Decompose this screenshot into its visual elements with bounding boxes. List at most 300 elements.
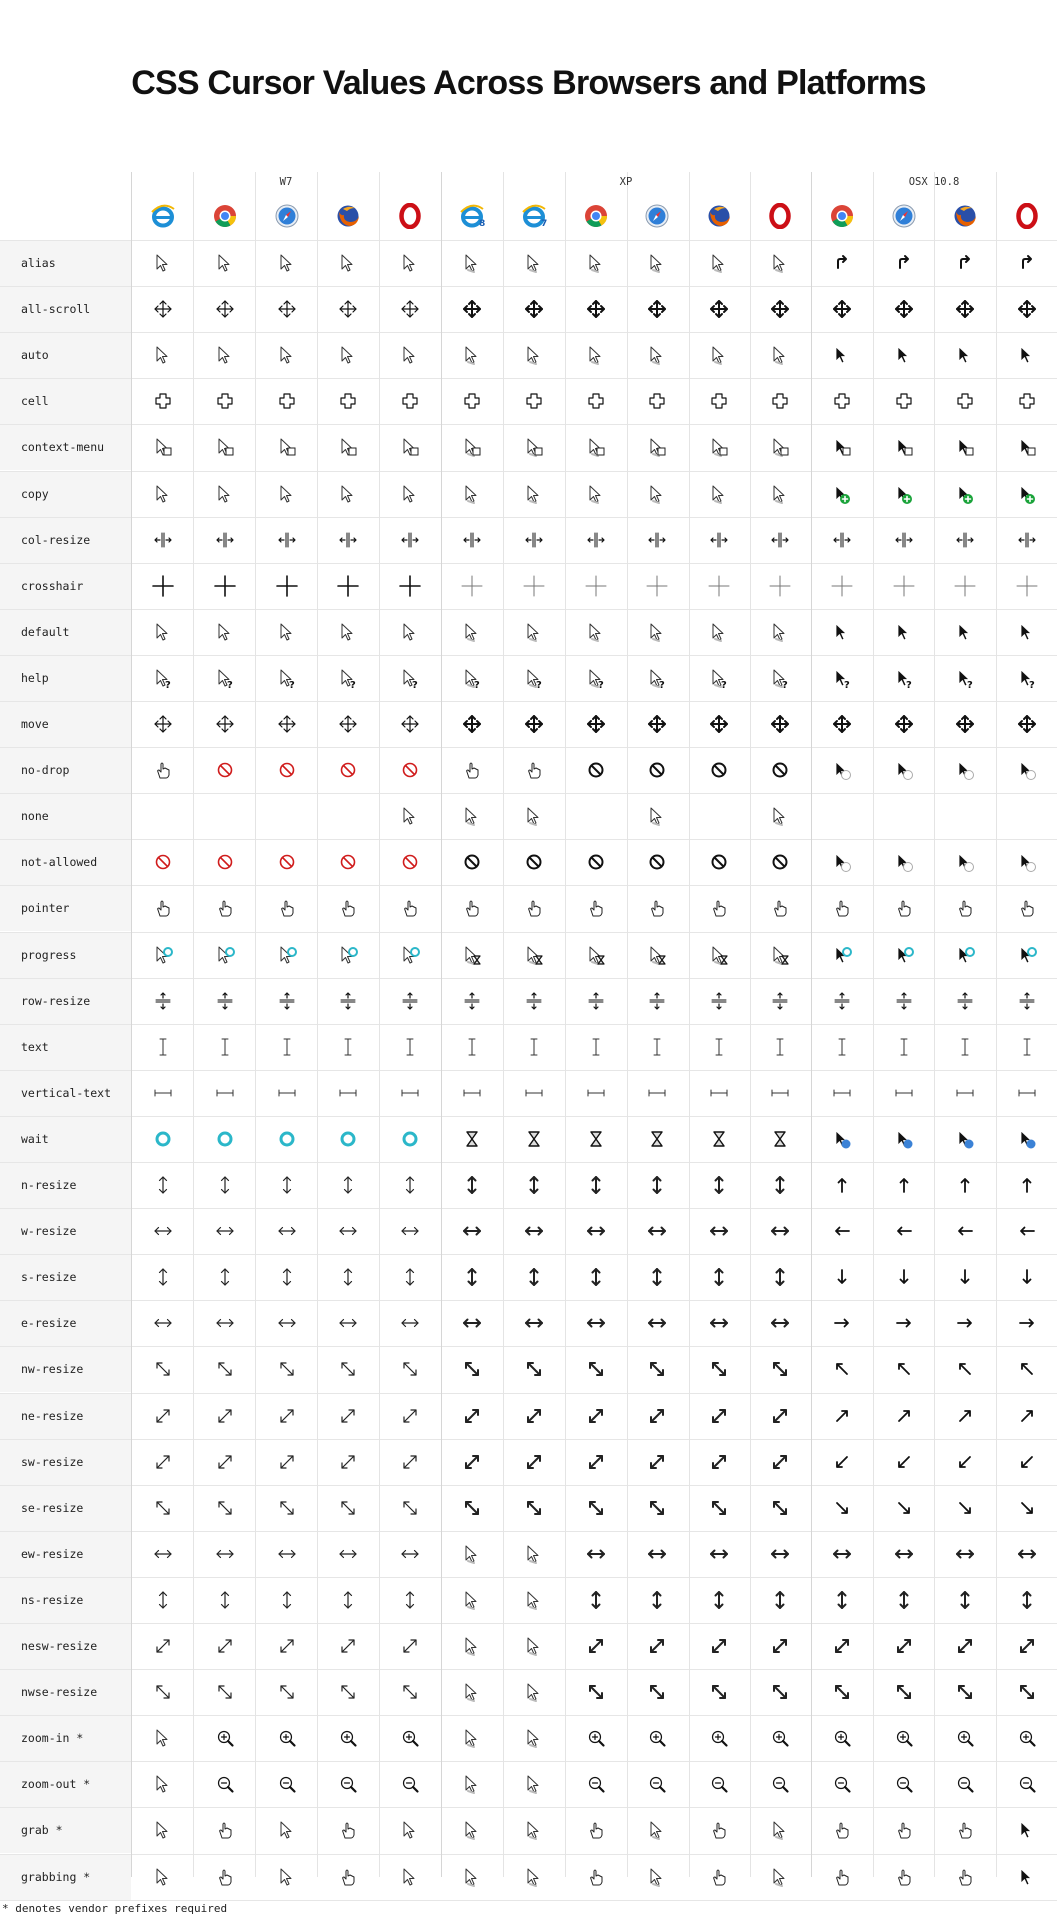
cursor-sample-cell-icon [523, 390, 545, 412]
cursor-sample-cell-icon [769, 390, 791, 412]
cursor-sample-copy-icon [152, 483, 174, 505]
cursor-sample-default-icon [461, 621, 483, 643]
browser-ie-icon [459, 203, 485, 229]
cursor-sample-cell-icon [276, 390, 298, 412]
cursor-sample-grab-icon [769, 1819, 791, 1841]
cursor-sample-n-resize-icon [893, 1174, 915, 1196]
cursor-sample-wait-icon [399, 1128, 421, 1150]
cursor-sample-context-menu-icon [399, 436, 421, 458]
cursor-sample-zoom-out-icon [954, 1773, 976, 1795]
column-divider [379, 172, 380, 1877]
cursor-sample-ne-resize-icon [769, 1405, 791, 1427]
cursor-sample-sw-resize-icon [585, 1451, 607, 1473]
cursor-sample-vertical-text-icon [152, 1082, 174, 1104]
cursor-sample-text-icon [1016, 1036, 1038, 1058]
cursor-sample-s-resize-icon [769, 1266, 791, 1288]
cursor-sample-ew-resize-icon [831, 1543, 853, 1565]
cursor-sample-nesw-resize-icon [585, 1635, 607, 1657]
cursor-sample-ns-resize-icon [585, 1589, 607, 1611]
cursor-value-label: sw-resize [21, 1454, 84, 1469]
cursor-value-label: not-allowed [21, 855, 98, 870]
cursor-sample-pointer-icon [708, 897, 730, 919]
cursor-sample-default-icon [399, 621, 421, 643]
cursor-sample-crosshair-icon [523, 575, 545, 597]
cursor-sample-help-icon [646, 667, 668, 689]
cursor-sample-progress-icon [708, 944, 730, 966]
column-divider [565, 172, 566, 1877]
cursor-sample-move-icon [1016, 713, 1038, 735]
cursor-sample-no-drop-icon [276, 759, 298, 781]
cursor-sample-nwse-resize-icon [585, 1681, 607, 1703]
cursor-sample-not-allowed-icon [523, 851, 545, 873]
cursor-value-label: none [21, 809, 49, 824]
cursor-sample-n-resize-icon [831, 1174, 853, 1196]
platform-header: W7 [279, 176, 293, 188]
cursor-sample-pointer-icon [893, 897, 915, 919]
cursor-sample-e-resize-icon [1016, 1312, 1038, 1334]
cursor-sample-se-resize-icon [214, 1497, 236, 1519]
cursor-sample-sw-resize-icon [769, 1451, 791, 1473]
cursor-sample-s-resize-icon [893, 1266, 915, 1288]
row-divider [0, 286, 1057, 287]
cursor-sample-progress-icon [646, 944, 668, 966]
cursor-sample-not-allowed-icon [769, 851, 791, 873]
cursor-sample-col-resize-icon [399, 529, 421, 551]
cursor-sample-all-scroll-icon [276, 298, 298, 320]
cursor-sample-n-resize-icon [585, 1174, 607, 1196]
cursor-sample-grab-icon [399, 1819, 421, 1841]
cursor-value-label: nw-resize [21, 1362, 84, 1377]
cursor-sample-se-resize-icon [954, 1497, 976, 1519]
cursor-sample-alias-icon [893, 252, 915, 274]
column-divider [193, 172, 194, 1877]
page-title: CSS Cursor Values Across Browsers and Platforms [131, 64, 926, 102]
cursor-sample-ns-resize-icon [708, 1589, 730, 1611]
cursor-sample-grab-icon [646, 1819, 668, 1841]
cursor-sample-ne-resize-icon [337, 1405, 359, 1427]
cursor-sample-no-drop-icon [214, 759, 236, 781]
cursor-sample-zoom-in-icon [954, 1727, 976, 1749]
cursor-sample-se-resize-icon [461, 1497, 483, 1519]
cursor-value-label: ew-resize [21, 1546, 84, 1561]
svg-text:?: ? [289, 679, 295, 691]
row-divider [0, 609, 1057, 610]
cursor-sample-zoom-out-icon [523, 1773, 545, 1795]
cursor-sample-grabbing-icon [585, 1866, 607, 1888]
cursor-sample-col-resize-icon [769, 529, 791, 551]
cursor-sample-no-drop-icon [954, 759, 976, 781]
svg-text:?: ? [844, 679, 850, 691]
browser-ie-icon [150, 203, 176, 229]
row-divider [0, 1208, 1057, 1209]
row-divider [0, 701, 1057, 702]
cursor-value-label: n-resize [21, 1178, 77, 1193]
cursor-sample-ne-resize-icon [708, 1405, 730, 1427]
cursor-sample-sw-resize-icon [1016, 1451, 1038, 1473]
cursor-sample-nwse-resize-icon [214, 1681, 236, 1703]
cursor-sample-nw-resize-icon [523, 1358, 545, 1380]
cursor-sample-zoom-out-icon [461, 1773, 483, 1795]
cursor-sample-nwse-resize-icon [152, 1681, 174, 1703]
cursor-sample-not-allowed-icon [831, 851, 853, 873]
cursor-sample-progress-icon [893, 944, 915, 966]
cursor-sample-ew-resize-icon [276, 1543, 298, 1565]
cursor-sample-ew-resize-icon [461, 1543, 483, 1565]
cursor-sample-s-resize-icon [276, 1266, 298, 1288]
cursor-sample-not-allowed-icon [276, 851, 298, 873]
cursor-sample-col-resize-icon [152, 529, 174, 551]
cursor-sample-zoom-out-icon [1016, 1773, 1038, 1795]
cursor-value-label: ns-resize [21, 1592, 84, 1607]
row-label-cell [0, 240, 131, 286]
cursor-sample-copy-icon [523, 483, 545, 505]
cursor-sample-w-resize-icon [831, 1220, 853, 1242]
cursor-sample-move-icon [954, 713, 976, 735]
cursor-sample-e-resize-icon [523, 1312, 545, 1334]
cursor-sample-not-allowed-icon [337, 851, 359, 873]
row-divider [0, 1531, 1057, 1532]
column-divider [996, 172, 997, 1877]
cursor-sample-crosshair-icon [461, 575, 483, 597]
browser-safari-icon [891, 203, 917, 229]
cursor-sample-ew-resize-icon [585, 1543, 607, 1565]
cursor-sample-grabbing-icon [769, 1866, 791, 1888]
cursor-sample-ne-resize-icon [214, 1405, 236, 1427]
cursor-sample-default-icon [585, 621, 607, 643]
cursor-sample-ns-resize-icon [954, 1589, 976, 1611]
cursor-sample-not-allowed-icon [461, 851, 483, 873]
cursor-sample-alias-icon [337, 252, 359, 274]
cursor-sample-help-icon [585, 667, 607, 689]
row-divider [0, 1577, 1057, 1578]
cursor-sample-move-icon [461, 713, 483, 735]
cursor-sample-n-resize-icon [708, 1174, 730, 1196]
cursor-sample-default-icon [893, 621, 915, 643]
cursor-sample-grabbing-icon [276, 1866, 298, 1888]
cursor-sample-zoom-in-icon [523, 1727, 545, 1749]
cursor-sample-wait-icon [523, 1128, 545, 1150]
cursor-sample-zoom-in-icon [461, 1727, 483, 1749]
cursor-sample-grab-icon [276, 1819, 298, 1841]
cursor-sample-context-menu-icon [337, 436, 359, 458]
cursor-sample-all-scroll-icon [399, 298, 421, 320]
cursor-sample-pointer-icon [831, 897, 853, 919]
svg-text:?: ? [598, 679, 604, 691]
cursor-sample-n-resize-icon [1016, 1174, 1038, 1196]
row-divider [0, 1116, 1057, 1117]
cursor-sample-s-resize-icon [399, 1266, 421, 1288]
column-divider [317, 172, 318, 1877]
cursor-sample-cell-icon [646, 390, 668, 412]
cursor-value-label: s-resize [21, 1270, 77, 1285]
cursor-sample-all-scroll-icon [708, 298, 730, 320]
cursor-sample-auto-icon [461, 344, 483, 366]
cursor-sample-se-resize-icon [646, 1497, 668, 1519]
browser-chrome-icon [829, 203, 855, 229]
cursor-sample-w-resize-icon [337, 1220, 359, 1242]
cursor-sample-e-resize-icon [585, 1312, 607, 1334]
cursor-sample-auto-icon [337, 344, 359, 366]
cursor-sample-move-icon [831, 713, 853, 735]
cursor-sample-no-drop-icon [831, 759, 853, 781]
cursor-sample-no-drop-icon [461, 759, 483, 781]
cursor-sample-cell-icon [461, 390, 483, 412]
cursor-sample-ns-resize-icon [276, 1589, 298, 1611]
row-divider [0, 655, 1057, 656]
cursor-sample-nesw-resize-icon [646, 1635, 668, 1657]
cursor-sample-wait-icon [461, 1128, 483, 1150]
cursor-sample-w-resize-icon [461, 1220, 483, 1242]
cursor-value-label: zoom-out * [21, 1777, 91, 1792]
cursor-sample-e-resize-icon [214, 1312, 236, 1334]
cursor-sample-copy-icon [831, 483, 853, 505]
cursor-sample-all-scroll-icon [337, 298, 359, 320]
cursor-sample-no-drop-icon [152, 759, 174, 781]
cursor-sample-all-scroll-icon [461, 298, 483, 320]
cursor-sample-w-resize-icon [523, 1220, 545, 1242]
cursor-sample-e-resize-icon [831, 1312, 853, 1334]
cursor-sample-sw-resize-icon [399, 1451, 421, 1473]
cursor-sample-pointer-icon [276, 897, 298, 919]
cursor-sample-s-resize-icon [214, 1266, 236, 1288]
cursor-sample-copy-icon [893, 483, 915, 505]
cursor-sample-move-icon [646, 713, 668, 735]
cursor-sample-progress-icon [337, 944, 359, 966]
cursor-sample-no-drop-icon [399, 759, 421, 781]
cursor-sample-progress-icon [461, 944, 483, 966]
svg-text:?: ? [412, 679, 418, 691]
svg-text:?: ? [906, 679, 912, 691]
cursor-sample-move-icon [276, 713, 298, 735]
cursor-sample-nesw-resize-icon [461, 1635, 483, 1657]
cursor-sample-not-allowed-icon [646, 851, 668, 873]
column-divider [873, 172, 874, 1877]
column-divider [441, 172, 442, 1877]
cursor-sample-text-icon [708, 1036, 730, 1058]
cursor-sample-ne-resize-icon [152, 1405, 174, 1427]
cursor-sample-ew-resize-icon [646, 1543, 668, 1565]
cursor-sample-text-icon [337, 1036, 359, 1058]
cursor-value-label: nesw-resize [21, 1639, 98, 1654]
cursor-sample-se-resize-icon [276, 1497, 298, 1519]
cursor-sample-ew-resize-icon [954, 1543, 976, 1565]
footnote: * denotes vendor prefixes required [2, 1902, 228, 1915]
cursor-value-label: all-scroll [21, 302, 91, 317]
cursor-sample-ns-resize-icon [831, 1589, 853, 1611]
cursor-sample-se-resize-icon [399, 1497, 421, 1519]
cursor-sample-move-icon [523, 713, 545, 735]
cursor-sample-copy-icon [276, 483, 298, 505]
cursor-sample-grabbing-icon [461, 1866, 483, 1888]
svg-text:?: ? [721, 679, 727, 691]
cursor-sample-wait-icon [1016, 1128, 1038, 1150]
cursor-sample-auto-icon [708, 344, 730, 366]
row-divider [0, 471, 1057, 472]
cursor-sample-cell-icon [831, 390, 853, 412]
cursor-sample-context-menu-icon [276, 436, 298, 458]
cursor-sample-sw-resize-icon [337, 1451, 359, 1473]
row-label-cell [0, 332, 131, 378]
cursor-sample-auto-icon [585, 344, 607, 366]
cursor-sample-pointer-icon [523, 897, 545, 919]
svg-text:?: ? [536, 679, 542, 691]
cursor-sample-e-resize-icon [399, 1312, 421, 1334]
cursor-value-label: wait [21, 1131, 49, 1146]
cursor-sample-no-drop-icon [1016, 759, 1038, 781]
cursor-sample-alias-icon [523, 252, 545, 274]
cursor-sample-w-resize-icon [1016, 1220, 1038, 1242]
browser-opera-icon [1014, 203, 1040, 229]
row-divider [0, 1854, 1057, 1855]
cursor-sample-crosshair-icon [276, 575, 298, 597]
cursor-sample-none-icon [769, 805, 791, 827]
cursor-sample-default-icon [954, 621, 976, 643]
cursor-sample-progress-icon [399, 944, 421, 966]
cursor-sample-context-menu-icon [152, 436, 174, 458]
cursor-sample-grabbing-icon [214, 1866, 236, 1888]
cursor-sample-help-icon [893, 667, 915, 689]
cursor-sample-progress-icon [152, 944, 174, 966]
svg-text:?: ? [350, 679, 356, 691]
cursor-sample-grab-icon [214, 1819, 236, 1841]
cursor-sample-alias-icon [769, 252, 791, 274]
cursor-sample-cell-icon [708, 390, 730, 412]
cursor-sample-cell-icon [399, 390, 421, 412]
cursor-sample-pointer-icon [769, 897, 791, 919]
cursor-sample-nw-resize-icon [337, 1358, 359, 1380]
cursor-sample-cell-icon [1016, 390, 1038, 412]
row-divider [0, 1346, 1057, 1347]
row-divider [0, 1807, 1057, 1808]
cursor-sample-no-drop-icon [523, 759, 545, 781]
cursor-sample-w-resize-icon [646, 1220, 668, 1242]
cursor-sample-nesw-resize-icon [337, 1635, 359, 1657]
row-divider [0, 1669, 1057, 1670]
cursor-sample-context-menu-icon [214, 436, 236, 458]
cursor-sample-alias-icon [646, 252, 668, 274]
cursor-sample-text-icon [461, 1036, 483, 1058]
cursor-sample-context-menu-icon [646, 436, 668, 458]
cursor-sample-wait-icon [276, 1128, 298, 1150]
cursor-sample-grab-icon [1016, 1819, 1038, 1841]
cursor-sample-ns-resize-icon [769, 1589, 791, 1611]
column-divider [503, 172, 504, 1877]
cursor-sample-copy-icon [337, 483, 359, 505]
cursor-sample-grab-icon [585, 1819, 607, 1841]
cursor-sample-row-resize-icon [152, 990, 174, 1012]
cursor-value-label: grab * [21, 1823, 63, 1838]
cursor-sample-ew-resize-icon [214, 1543, 236, 1565]
cursor-sample-wait-icon [769, 1128, 791, 1150]
cursor-sample-vertical-text-icon [646, 1082, 668, 1104]
cursor-sample-nwse-resize-icon [399, 1681, 421, 1703]
version-badge: 8 [479, 219, 485, 229]
cursor-sample-zoom-in-icon [893, 1727, 915, 1749]
cursor-sample-nesw-resize-icon [954, 1635, 976, 1657]
cursor-value-label: grabbing * [21, 1869, 91, 1884]
cursor-sample-copy-icon [585, 483, 607, 505]
row-divider [0, 1254, 1057, 1255]
cursor-sample-ne-resize-icon [276, 1405, 298, 1427]
cursor-sample-not-allowed-icon [954, 851, 976, 873]
cursor-sample-help-icon [152, 667, 174, 689]
cursor-sample-se-resize-icon [769, 1497, 791, 1519]
cursor-sample-help-icon [1016, 667, 1038, 689]
cursor-sample-col-resize-icon [523, 529, 545, 551]
cursor-sample-help-icon [954, 667, 976, 689]
cursor-sample-pointer-icon [1016, 897, 1038, 919]
row-divider [0, 240, 1057, 241]
cursor-sample-no-drop-icon [646, 759, 668, 781]
cursor-sample-all-scroll-icon [585, 298, 607, 320]
cursor-sample-not-allowed-icon [1016, 851, 1038, 873]
cursor-sample-sw-resize-icon [831, 1451, 853, 1473]
cursor-sample-ew-resize-icon [152, 1543, 174, 1565]
row-divider [0, 1300, 1057, 1301]
cursor-sample-default-icon [831, 621, 853, 643]
cursor-sample-wait-icon [646, 1128, 668, 1150]
cursor-sample-se-resize-icon [708, 1497, 730, 1519]
browser-firefox-icon [335, 203, 361, 229]
cursor-sample-e-resize-icon [337, 1312, 359, 1334]
cursor-sample-ew-resize-icon [769, 1543, 791, 1565]
cursor-sample-ns-resize-icon [461, 1589, 483, 1611]
cursor-sample-nwse-resize-icon [337, 1681, 359, 1703]
cursor-sample-grab-icon [954, 1819, 976, 1841]
cursor-sample-grabbing-icon [708, 1866, 730, 1888]
row-divider [0, 1485, 1057, 1486]
cursor-sample-grabbing-icon [646, 1866, 668, 1888]
cursor-sample-nwse-resize-icon [769, 1681, 791, 1703]
cursor-sample-nw-resize-icon [152, 1358, 174, 1380]
cursor-sample-not-allowed-icon [893, 851, 915, 873]
cursor-sample-copy-icon [214, 483, 236, 505]
cursor-sample-col-resize-icon [954, 529, 976, 551]
cursor-sample-alias-icon [1016, 252, 1038, 274]
cursor-sample-alias-icon [214, 252, 236, 274]
cursor-sample-text-icon [214, 1036, 236, 1058]
cursor-sample-ne-resize-icon [461, 1405, 483, 1427]
cursor-sample-zoom-out-icon [893, 1773, 915, 1795]
cursor-sample-e-resize-icon [152, 1312, 174, 1334]
cursor-sample-help-icon [276, 667, 298, 689]
row-label-cell [0, 471, 131, 517]
cursor-sample-zoom-in-icon [214, 1727, 236, 1749]
svg-text:?: ? [1029, 679, 1035, 691]
row-divider [0, 424, 1057, 425]
cursor-sample-vertical-text-icon [893, 1082, 915, 1104]
cursor-sample-nw-resize-icon [585, 1358, 607, 1380]
cursor-sample-se-resize-icon [152, 1497, 174, 1519]
svg-text:?: ? [782, 679, 788, 691]
cursor-sample-copy-icon [461, 483, 483, 505]
cursor-sample-default-icon [646, 621, 668, 643]
cursor-sample-zoom-in-icon [831, 1727, 853, 1749]
cursor-sample-s-resize-icon [152, 1266, 174, 1288]
cursor-value-label: default [21, 624, 70, 639]
cursor-sample-nesw-resize-icon [893, 1635, 915, 1657]
cursor-sample-move-icon [214, 713, 236, 735]
cursor-sample-e-resize-icon [954, 1312, 976, 1334]
cursor-sample-n-resize-icon [152, 1174, 174, 1196]
cursor-sample-crosshair-icon [769, 575, 791, 597]
cursor-sample-context-menu-icon [461, 436, 483, 458]
cursor-sample-alias-icon [276, 252, 298, 274]
cursor-sample-nesw-resize-icon [214, 1635, 236, 1657]
cursor-sample-grab-icon [708, 1819, 730, 1841]
cursor-sample-wait-icon [831, 1128, 853, 1150]
cursor-sample-col-resize-icon [461, 529, 483, 551]
